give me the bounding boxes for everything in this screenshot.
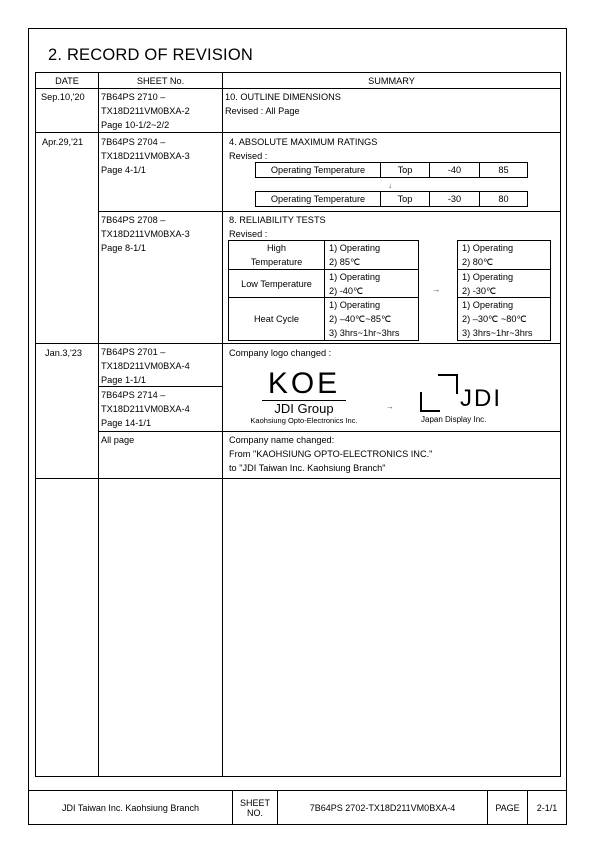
date-cell: Sep.10,'20 bbox=[41, 92, 85, 102]
down-arrow-icon: ↓ bbox=[388, 180, 392, 190]
footer-page-label: PAGE bbox=[495, 803, 520, 813]
rating-pos: Top bbox=[397, 194, 413, 204]
date-cell: Jan.3,'23 bbox=[45, 348, 83, 358]
rating-label: Operating Temperature bbox=[270, 165, 366, 175]
sheet-cell: 7B64PS 2701 – TX18D211VM0BXA-4 Page 1-1/1 bbox=[101, 347, 190, 385]
header-summary: SUMMARY bbox=[368, 75, 415, 86]
test-name: Low Temperature bbox=[241, 278, 312, 289]
footer-sheet-label: SHEET NO. bbox=[239, 798, 270, 818]
rating-pos: Top bbox=[397, 165, 413, 175]
sheet-cell: 7B64PS 2704 – TX18D211VM0BXA-3 Page 4-1/1 bbox=[101, 137, 190, 175]
rating-min: -30 bbox=[447, 194, 462, 204]
test-name: High Temperature bbox=[250, 243, 303, 267]
koe-logo: KOE JDI Group Kaohsiung Opto-Electronics Inc. bbox=[250, 367, 358, 425]
summary-cell: 10. OUTLINE DIMENSIONS Revised : All Page bbox=[225, 92, 341, 116]
footer-company: JDI Taiwan Inc. Kaohsiung Branch bbox=[62, 803, 199, 813]
summary-logo-text: Company logo changed : bbox=[229, 348, 332, 358]
sheet-cell: 7B64PS 2710 – TX18D211VM0BXA-2 Page 10-1/2~2/2 bbox=[101, 92, 190, 130]
test-before: 1) Operating 2) –40℃~85℃ 3) 3hrs~1hr~3hrs bbox=[329, 300, 400, 338]
test-before: 1) Operating 2) -40℃ bbox=[329, 272, 381, 296]
right-arrow-icon: → bbox=[431, 284, 441, 294]
rating-min: -40 bbox=[447, 165, 462, 175]
test-name: Heat Cycle bbox=[254, 314, 299, 324]
footer-doc-no: 7B64PS 2702-TX18D211VM0BXA-4 bbox=[309, 803, 456, 813]
header-sheet: SHEET No. bbox=[136, 75, 185, 86]
summary-title: 4. ABSOLUTE MAXIMUM RATINGS Revised : bbox=[229, 137, 378, 161]
jdi-mark-icon bbox=[420, 374, 458, 412]
test-before: 1) Operating 2) 85℃ bbox=[329, 243, 381, 267]
page-title: 2. RECORD OF REVISION bbox=[48, 46, 253, 64]
jdi-logo: JDI Japan Display Inc. bbox=[420, 374, 516, 426]
test-after: 1) Operating 2) –30℃ ~80℃ 3) 3hrs~1hr~3hrs bbox=[462, 300, 533, 338]
right-arrow-icon: → bbox=[386, 401, 394, 411]
summary-title: 8. RELIABILITY TESTS Revised : bbox=[229, 215, 326, 239]
header-date: DATE bbox=[55, 75, 79, 86]
test-after: 1) Operating 2) 80℃ bbox=[462, 243, 514, 267]
rating-max: 80 bbox=[498, 194, 509, 204]
footer-page-number: 2-1/1 bbox=[536, 803, 558, 813]
test-after: 1) Operating 2) -30℃ bbox=[462, 272, 514, 296]
date-cell: Apr.29,'21 bbox=[42, 137, 84, 147]
sheet-cell: 7B64PS 2714 – TX18D211VM0BXA-4 Page 14-1/1 bbox=[101, 390, 190, 428]
rating-max: 85 bbox=[498, 165, 509, 175]
rating-label: Operating Temperature bbox=[270, 194, 366, 204]
sheet-cell: 7B64PS 2708 – TX18D211VM0BXA-3 Page 8-1/1 bbox=[101, 215, 190, 253]
summary-name-change: Company name changed: From "KAOHSIUNG OPTO-ELECTRONICS INC." to "JDI Taiwan Inc. Kaohsiung Branch" bbox=[229, 435, 433, 473]
sheet-cell: All page bbox=[101, 435, 135, 445]
